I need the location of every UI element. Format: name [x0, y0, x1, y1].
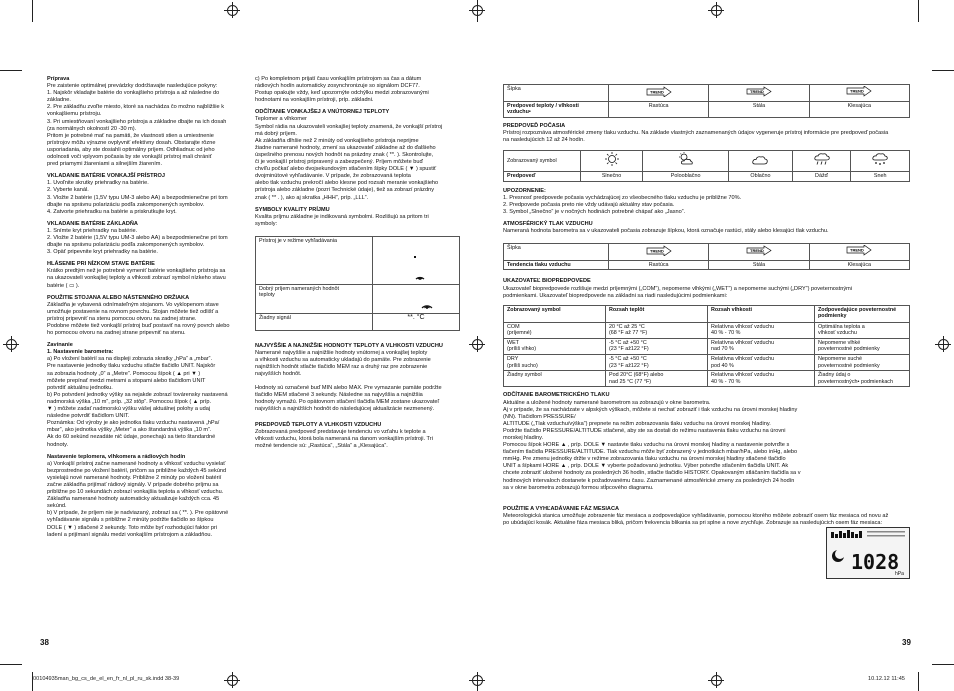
table-cell: Predpoved teploty / vlhkosti vzduchu•: [504, 101, 609, 117]
table-row: [504, 151, 910, 172]
rain-icon: [813, 152, 831, 166]
table-cell: Klesajúca: [809, 260, 909, 270]
table-cell: [373, 236, 460, 284]
table-cell: Relatívna vlhkosť vzduchu nad 70 %: [708, 338, 815, 354]
section-text: 1. Presnosť predpovede počasia vychádzajúcej zo všeobecného tlaku vzduchu je približne 70%. 2. Predpovede počasia preto nie vždy udávajú aktuálny stav počasia. 3. Symbol „Slnečno“ je v nočných hodinách potrebné chápať ako „Jasno“.: [503, 194, 742, 215]
registration-mark-top-right: [708, 2, 724, 18]
section-text: Krátko predtým než je potrebné vymeniť batérie vonkajšieho prístroja sa na ukazovateli vonkajšej teploty a vlhkosti zobrazí symbol nízkeho stavu batérie ( ▭ ).: [47, 268, 226, 289]
section-heading: ODČÍTANIE BAROMETRICKÉHO TLAKU: [503, 392, 610, 399]
falling-arrow-icon: [846, 245, 872, 256]
section-heading: VKLADANIE BATÉRIE ZÁKLADŇA: [47, 220, 138, 227]
table-cell: Klesajúca: [809, 101, 909, 117]
table-cell: Zobrazovaný symbol: [504, 151, 581, 172]
table-cell: [729, 151, 793, 172]
table-cell: Pod 20°C (68°F) alebo nad 25 °C (77 °F): [606, 371, 708, 387]
left-page-column-1: [47, 76, 247, 539]
table-cell: Nepomerne suché poveternostné podmienky: [815, 355, 910, 371]
table-cell: [609, 244, 709, 261]
section-text: c) Po kompletnom prijatí času vonkajším prístrojom sa čas a dátum rádiových hodín automaticky zosynchronizuje so signálom DCF77. Postup opakujte vždy, keď upozornýte odchýlku medzi zobrazovanými hodnotami na vonkajším prístroji, príp. základni.: [255, 76, 429, 104]
table-row: [504, 85, 910, 102]
table-cell: [709, 85, 809, 102]
weather-forecast-table: [503, 150, 910, 182]
rising-arrow-icon: [646, 245, 672, 256]
section-text: Zobrazovaná predpoveď predstavuje tendenciu vo vzťahu k teplote a vlhkosti vzduchu, ktorá bola nameraná na danom vonkajším prístroji. Tri možné tendencie sú: „Rastúca“, „Stála“ a „Klesajúca“.: [255, 428, 433, 449]
section-heading: UKAZOVATEĽ BIOPREDPOVEDE: [503, 278, 591, 285]
table-cell: Predpoveď: [504, 172, 581, 182]
table-cell: Sneh: [851, 172, 910, 182]
table-cell: Rastúca: [609, 260, 709, 270]
table-header: Rozsah vlhkosti: [708, 305, 815, 322]
table-cell: [643, 151, 729, 172]
section-text: Základňa je vybavená odnímateľným stojanom. Vo vyklopenom stave umožňuje postavenie na rovnom povrchu. Stojan môžete tiež odlišť a prístroj pripevniť na stenu pomocou otvoru na zadnej strane. Podobne môžete tiež vonkajší prístroj buď postaviť na rovný povrch alebo ho pomocou otvoru na zadnej strane pripevniť na stenu.: [47, 301, 230, 337]
table-cell: **. °C: [373, 313, 460, 330]
table-row: [504, 172, 910, 182]
section-text: Ukazovateľ biopredpovede rozlišuje medzi príjemnými („COM“), nepomerne vlhkými („WET“) a nepomerne suchými („DRY“) poveternostnými podmienkami. Ukazovateľ biopredpovede na základni sa riadi nasledujúcimi podmienkami:: [503, 285, 853, 299]
table-cell: [809, 244, 909, 261]
svg-text:TREND: TREND: [749, 89, 764, 94]
section-text: Pre zaistenie optimálnej prevádzky dodržiavajte nasledujúce pokyny: 1. Najskôr vkladajte batérie do vonkajšieho prístroja a až následne do základne. 2. Pre základňu zvoľte miesto, ktoré sa nachádza čo možno najbližšie k vonkajšiemu prístroju. 3. Pri umiestňovaní vonkajšieho prístroja a základne dbajte na ich dosah (za normálnych okolností 20 -30 m). Pritom je potrebné mať na pamäti, že vlastnosti stien a umiestnenie prístrojov môžu výrazne ovplyvniť efektívny dosah. Obstarajte rôzne usporiadania, aby ste dosiahli optimálny príjem. Odhliadnuc od jeho odolnosti voči vplyvom počasia by ste vonkajší prístroj mali chrániť pred priamymi žiareniami a silnejším žiarením.: [47, 83, 227, 168]
section-heading: VKLADANIE BATÉRIE VONKAJŠÍ PRÍSTROJ: [47, 173, 166, 180]
table-cell: [809, 85, 909, 102]
svg-text:TREND: TREND: [649, 89, 664, 95]
table-cell: Rastúca: [609, 101, 709, 117]
section-heading: NAJVYŠŠIE A NAJNIŽŠIE HODNOTY TEPLOTY A VLHKOSTI VZDUCHU: [255, 342, 443, 349]
barometer-lcd-display: [826, 527, 910, 579]
table-row: [504, 305, 910, 322]
table-cell: -5 °C až +50 °C (23 °F až122 °F): [606, 338, 708, 354]
section-heading: PREDPOVEĎ TEPLOTY A VLHKOSTI VZDUCHU: [255, 421, 382, 428]
trim-line-top-right: [932, 70, 954, 71]
lcd-pressure-digits: 1028: [851, 550, 900, 574]
print-footer-date: 10.12.12 11:45: [868, 676, 905, 682]
svg-text:TREND: TREND: [850, 88, 865, 94]
trim-line-bottom-left: [0, 664, 22, 665]
section-heading: ATMOSFÉRICKÝ TLAK VZDUCHU: [503, 221, 593, 228]
table-row: [504, 338, 910, 354]
antenna-searching-icon: [411, 244, 421, 263]
good-signal-icon: [420, 292, 434, 311]
cloudy-icon: [751, 152, 769, 166]
registration-mark-left-middle: [3, 336, 19, 352]
section-text: a) Po vložení batérií sa na displeji zobrazia skratky „hPa“ a „mbar“. Pre nastavenie jednotky tlaku vzduchu stlačte tlačidlo UNIT. Najskôr sa zobrazia hodnoty „0“ a „Metre“. Pomocou šípok ( ▲ pri ▼ ) môžete prepínať medzi metrami a stopami alebo tlačidlom UNIT potvrdiť aktuálnu jednotku. b) Po potvrdení jednotky výšky sa nejakde zobrazí továrensky nastavená nadmorská výška „10 m“, príp. „32 stôp“. Pomocou šípok ( ▲ príp. ▼ ) môžete zadať nadmorskú výšku vášej aktuálnej polohy a udaj následne potvrdiť tlačidlom UNIT. Poznámka: Od výroby je ako jednotka tlaku vzduchu nastavená „hPa/ mbar“, ako jednotka výšky „Meter“ a ako štandardná výška „10 m“. Ak do 60 sekúnd nezadáte nič údaje, ponechajú sa tieto štandardné hodnoty.: [47, 356, 228, 448]
rising-arrow-icon: [646, 86, 672, 97]
left-page-column-2: [255, 76, 465, 450]
section-heading: Zavínanie 1. Nastavenie barometra:: [47, 342, 114, 356]
page-number-right: 39: [902, 638, 911, 647]
table-cell: Oblačno: [729, 172, 793, 182]
trim-line-bottom-right: [932, 664, 954, 665]
table-cell: WET (príliš vlhko): [504, 338, 606, 354]
reception-symbols-table: [255, 236, 460, 331]
section-heading: ODČÍTANIE VONKAJŠEJ A VNÚTORNEJ TEPLOTY: [255, 109, 390, 116]
pressure-trend-table: [503, 243, 910, 270]
svg-text:TREND: TREND: [850, 247, 865, 253]
table-cell: Slnečno: [581, 172, 643, 182]
section-text: 1. Snímte kryt priehradky na batérie. 2. Vložte 2 batérie (1,5V typu UM-3 alebo AA) a bezpodmienečne pri tom dbajte na správnu polarizáciu podľa zakomponených symbolov. 3. Opäť pripevnite kryt priehradky na batérie.: [47, 227, 228, 256]
spine-line-bottom: [477, 672, 478, 691]
trim-line-right-bottom: [918, 672, 919, 691]
table-cell: [851, 151, 910, 172]
temperature-trend-table: [503, 84, 910, 118]
barometer-lcd-graphic: [827, 528, 909, 578]
section-heading: HLÁSENIE PRI NÍZKOM STAVE BATÉRIE: [47, 261, 155, 268]
registration-mark-bottom-right: [708, 672, 724, 688]
registration-mark-top-left: [224, 2, 240, 18]
table-cell: Tendencia tlaku vzduchu: [504, 260, 609, 270]
spine-line-top: [477, 0, 478, 22]
section-heading: PREDPOVEĎ POČASIA: [503, 122, 566, 129]
table-cell: Nepomerne vlhké poveternostné podmienky: [815, 338, 910, 354]
sun-icon: [603, 152, 621, 166]
table-cell: Dážď: [792, 172, 851, 182]
table-header: Zobrazovaný symbol: [504, 305, 606, 322]
snow-icon: [871, 152, 889, 166]
section-heading: Príprava: [47, 76, 70, 82]
falling-arrow-icon: [846, 86, 872, 97]
signal-waves-icon: [413, 264, 427, 283]
section-text: 1. Uvoľnite skrutky priehradky na batérie. 2. Vyberte kanál. 3. Vložte 2 batérie (1,5V typu UM-3 alebo AA) a bezpodmienečne pri tom dbajte na správnu polarizáciu podľa zakomponených symbolov. 4. Zatvorte priehradku na batérie a priskrutkujte kryt.: [47, 180, 228, 215]
table-cell: Relatívna vlhkosť vzduchu pod 40 %: [708, 355, 815, 371]
table-cell: Polooblačno: [643, 172, 729, 182]
section-heading: SYMBOLY KVALITY PRÍJMU: [255, 206, 330, 213]
table-cell: -5 °C až +50 °C (23 °F až122 °F): [606, 355, 708, 371]
comfort-table: [503, 305, 910, 388]
svg-text:TREND: TREND: [649, 248, 664, 254]
table-cell: Žiadny symbol: [504, 371, 606, 387]
table-row: [504, 244, 910, 261]
table-cell: Žiadny údaj o poveternostných• podmienkach: [815, 371, 910, 387]
section-text: Nameraná hodnota barometra sa v ukazovateli počasia zobrazuje šípkou, ktorá označuje rastúci, stály alebo klesajúci tlak vzduchu.: [503, 228, 829, 235]
trim-line-left-top: [32, 0, 33, 22]
table-row: [256, 236, 460, 284]
table-cell: Relatívna vlhkosť vzduchu 40 % - 70 %: [708, 371, 815, 387]
section-text: Kvalita príjmu základne je indikovaná symbolmi. Rozlišujú sa pritom tri symboly:: [255, 213, 429, 227]
section-heading: Nastavenie teplomera, vlhkomera a rádiových hodín: [47, 453, 186, 460]
table-cell: Optimálna teplota a vlhkosť vzduchu: [815, 322, 910, 338]
trim-line-top-left: [0, 70, 22, 71]
steady-arrow-icon: [746, 86, 772, 97]
table-header: Zodpovedajúce poveternostné podmienky: [815, 305, 910, 322]
section-text: Aktuálne a uložené hodnoty namerané barometrom sa zobrazujú v okne barometra. Aj v prípade, že sa nachádzate v alpských výškach, môžete si nechať zobraziť i tlak vzduchu na úrovni morskej hladiny (NN). Tlačidlom PRESSURE/ ALTITUDE („Tlak vzduchu/výška“) prepnete na režim zobrazovania tlaku vzduchu na úrovni morskej hladiny. Podržte tlačidlo PRESSURE/ALTITUDE stlačené, aby ste sa dostali do režimu nastavenia tlaku vzduchu na úrovni morskej hladiny. Pomocou šípok HORE ▲ , príp. DOLE ▼ nastavte tlaku vzduchu na úrovni morskej hladiny a nastavenie potvrďte s tlačením tlačidla PRESSURE/ALTITUDE. Tlak vzduchu môže byť zobrazený v jednotkách mbar/hPa, alebo inHg, alebo mmHg. Pre zmenu jednotky držte v režime zobrazovania tlaku vzduchu na úrovni morskej hladiny stlačené tlačidlo UNIT a šípkami HORE ▲ , príp. DOLE ▼ vyberte požadovanú jednotku. Výber potvrďte stlačením tlačidla UNIT. Ak chcete zobraziť uložené hodnoty za posledných 36 hodín, stlačte tlačidlo HISTORY. Opakovaným stláčaním tlačidla sa v hodinových intervaloch dostanete k požadovanému času. Zaznamenané atmosférické zmeny za posledných 24 hodín sa v okne barometra zobrazujú formou stĺpcového diagramu.: [503, 399, 801, 491]
registration-mark-bottom-left: [224, 672, 240, 688]
table-row: [504, 101, 910, 117]
table-row: [256, 313, 460, 330]
section-heading: UPOZORNENIE:: [503, 187, 546, 194]
section-heading: POUŽITIE A VYHĽADÁVANIE FÁZ MESIACA: [503, 505, 620, 512]
section-text: Teplomer a vlhkomer Symbol rádia na ukazovateli vonkajšej teploty znamená, že vonkajší prístroj má dobrý príjem. Ak základňa dlhšie než 2 minúty od vonkajšieho prístroja neprijme žiadne namerané hodnoty, zmení sa ukazovateľ základne až do ďalšieho úspešného prenosu nových hodnôt na prázdny znak ( **. ). Skontrolujte, či je vonkajší prístroj pripravený a zabezpečený. Príjem môžete buď chvíľu počkať alebo dvojsekundovým stlačením šípky DOLE ( ▼ ) spustiť dvojminútové vyhľadávanie. V prípade, že zobrazovaná teplota alebo tlak vzduchu prekročí alebo klesne pod rozsah meranie vonkajšieho prístroja alebo základne (pozri Technické údaje), tiež sa zobrazí prázdny znak ( ** . ), ako aj skratka „HHH“, príp. „LLL“.: [255, 116, 443, 201]
trim-line-right-top: [918, 0, 919, 22]
table-cell: Stála: [709, 260, 809, 270]
section-text: Prístroj rozpoznáva atmosférické zmeny tlaku vzduchu. Na základe vlastných zaznamenaných údajov vygeneruje prístroj informácie pre predpoveď počasia na nasledujúcich 12 až 24 hodín.: [503, 129, 889, 143]
table-cell: Prístroj je v režime vyhľadávania: [256, 236, 373, 284]
svg-text:TREND: TREND: [749, 248, 764, 254]
table-row: [504, 371, 910, 387]
table-cell: Šípka: [504, 85, 609, 102]
table-cell: Relatívna vlhkosť vzduchu 40 % - 70 %: [708, 322, 815, 338]
table-cell: Žiadny signál: [256, 313, 373, 330]
section-heading: POUŽITIE STOJANA ALEBO NÁSTENNÉHO DRŽIAKA: [47, 294, 190, 301]
table-cell: [373, 284, 460, 313]
lcd-pressure-unit: hPa: [895, 571, 904, 577]
table-cell: DRY (príliš sucho): [504, 355, 606, 371]
table-row: [504, 260, 910, 270]
table-cell: [709, 244, 809, 261]
print-footer-file: 00104935man_bg_cs_de_el_en_fr_nl_pl_ru_sk.indd 38-39: [33, 676, 180, 682]
table-header: Rozsah teplôt: [606, 305, 708, 322]
table-cell: [609, 85, 709, 102]
steady-arrow-icon: [746, 245, 772, 256]
registration-mark-right-middle: [935, 336, 951, 352]
table-row: [504, 355, 910, 371]
partly-cloudy-icon: [677, 152, 695, 166]
section-text: Meteorologická stanica umožňuje zobrazenie fáz mesiaca a zodpovedajúce vyhľadávanie, pomocou ktorého môžete zobraziť osem fáz mesiaca od novu až po ubúdajúci kosák. Aktuálne fáza mesiaca bliká, pričom frekvencia blikania sa pri splne a nove zrychľuje. Zobrazuje sa nasledujúcich osem fáz mesiaca:: [503, 512, 889, 526]
table-row: [256, 284, 460, 313]
table-row: [504, 322, 910, 338]
table-cell: Stála: [709, 101, 809, 117]
section-text: a) Vonkajší prístroj začne namerané hodnoty a vlhkosť vzduchu vysielať bezprostredne po vložení batérií, pričom sa približne každých 45 sekúnd vysielajú nové namerané hodnoty. Približne 2 minúty po vložení batérií začne základňa prijímať rádiový signály. V prípade dobrého príjmu sa približne po 10 sekundách zobrazí vonkajšia teplota a vlhkosť vzduchu. Základňa namerané hodnoty automaticky aktualizuje každých cca. 45 sekúnd. b) V prípade, že príjem nie je nadviazaný, zobrazí sa ( **. ). Pre opätovné vyhľadávanie signálu s približne 2 minúty podržte tlačidlo so šípkou DOLE ( ▼ ) stlačené 2 sekundy. Toto môže byť rozhodujúci faktor pri ladení a prijímaní signálu medzi vonkajším prístrojom a základňou.: [47, 460, 229, 538]
right-page-content: [503, 84, 910, 527]
table-cell: [792, 151, 851, 172]
table-cell: 20 °C až 25 °C (68 °F až 77 °F): [606, 322, 708, 338]
registration-mark-center-middle: [469, 336, 485, 352]
table-cell: [581, 151, 643, 172]
section-text: Namerané najvyššie a najnižšie hodnoty vnútornej a vonkajšej teploty a vlhkosti vzduchu sa automaticky ukladajú do pamäte. Pre zobrazenie najnižších hodnôt stlačte tlačidlo MEM raz a druhý raz pre zobrazenie najvyšších hodnôt. Hodnoty sú označené buď MIN alebo MAX. Pre vymazanie pamäte podržte tlačidlo MEM stlačené 3 sekundy. Následne sa najvyššia a najnižšia hodnoty vymažú. Po opätovnom stlačení tlačidla MEM zostane ukazovateľ najvyšších a najnižších hodnôt do následujúcej aktualizácie nezmenený.: [255, 349, 442, 413]
page-number-left: 38: [40, 638, 49, 647]
table-cell: COM (príjemné): [504, 322, 606, 338]
table-cell: Dobrý príjem nameraných hodnôt teploty: [256, 284, 373, 313]
table-cell: Šípka: [504, 244, 609, 261]
